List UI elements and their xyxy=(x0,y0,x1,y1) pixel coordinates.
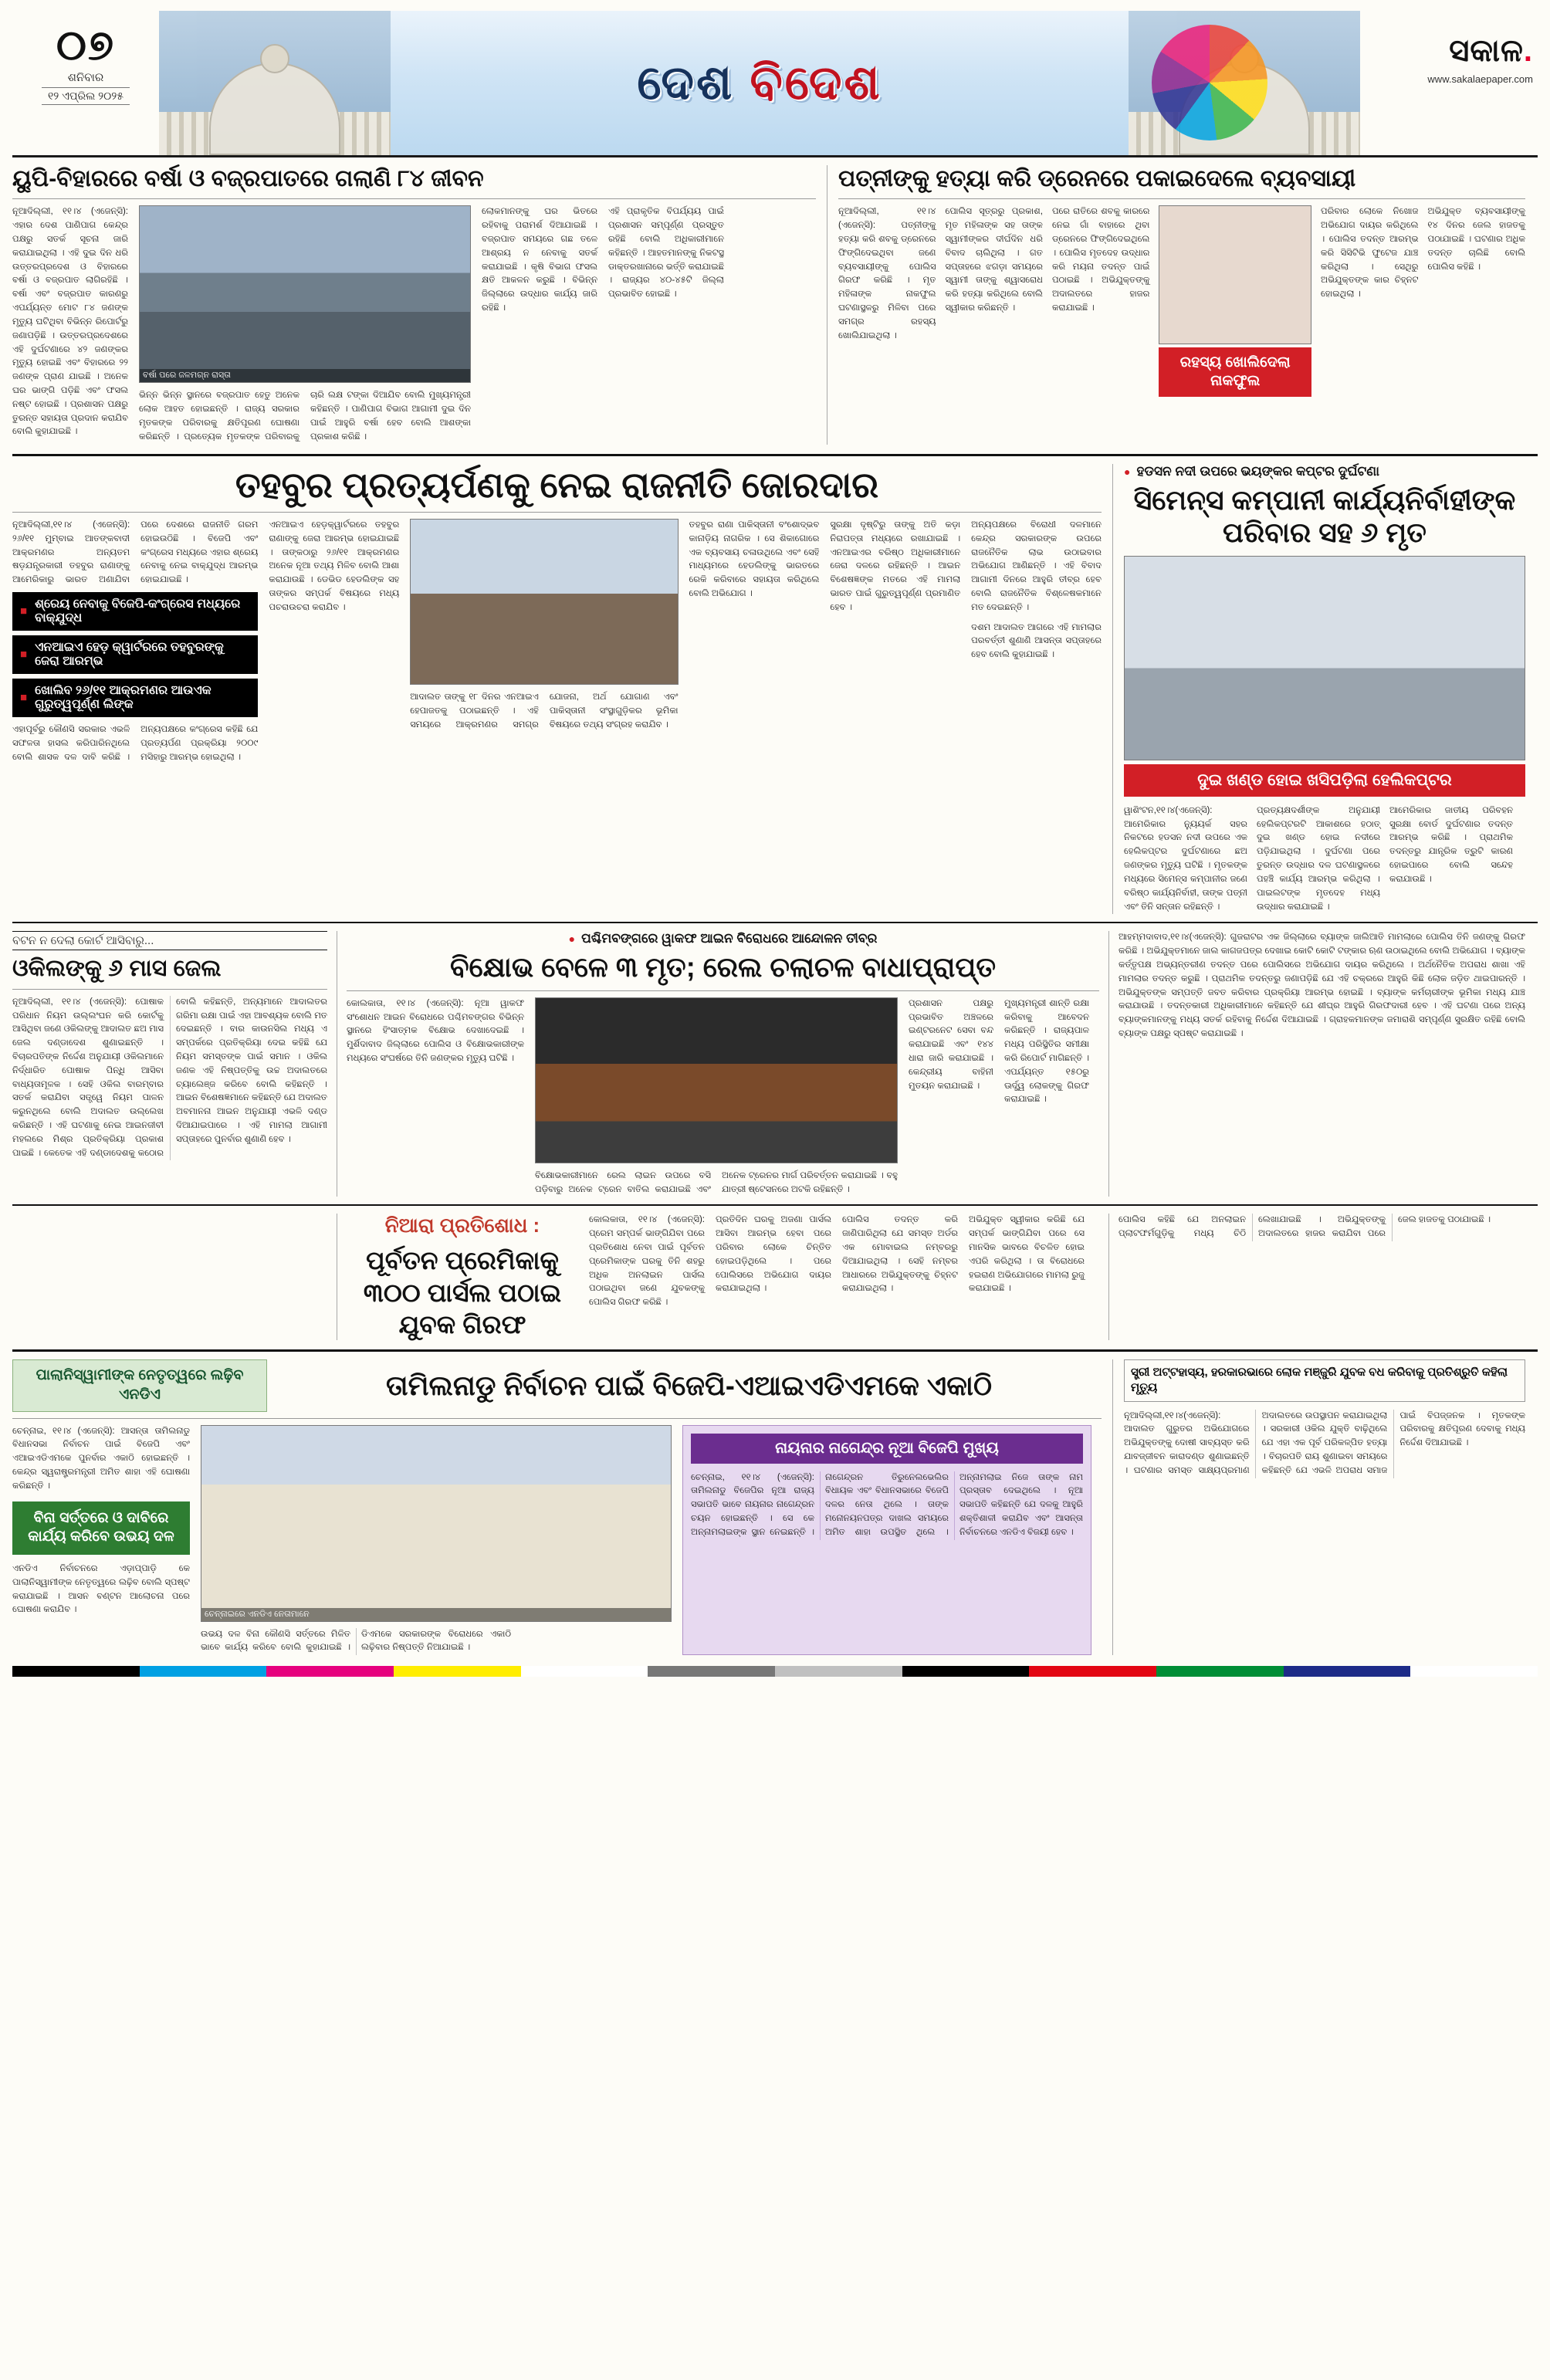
tahawwur-col-8: ଦଶମ ଆଦାଲତ ଆଗରେ ଏହି ମାମଲାର ପରବର୍ତ୍ତୀ ଶୁଣାଣି ଆସନ୍ତା ସପ୍ତାହରେ ହେବ ବୋଲି କୁହାଯାଇଛି । xyxy=(971,622,1102,660)
tahawwur-headline: ତହବୁର ପ୍ରତ୍ୟର୍ପଣକୁ ନେଇ ରାଜନୀତି ଜୋରଦାର xyxy=(235,464,879,505)
nayara-kicker: ନିଆରା ପ୍ରତିଶୋଧ : xyxy=(384,1214,540,1237)
murder-col-4: ପରିବାର ଲୋକେ ନିଖୋଜ ଅଭିଯୋଗ ଦାୟର କରିଥିଲେ । ପୋଲିସ ତଦନ୍ତ ଆରମ୍ଭ କରି ସିସିଟିଭି ଫୁଟେଜ ଯାଞ୍ଚ କରିଥିଲା । ସେଥିରୁ ଅଭିଯୁକ୍ତଙ୍କ କାର ଚିହ୍ନଟ ହୋଇଥିଲା । xyxy=(1321,207,1419,300)
logo-dot-icon: . xyxy=(1523,34,1533,68)
helicopter-col-3: ଆମେରିକାର ଜାତୀୟ ପରିବହନ ସୁରକ୍ଷା ବୋର୍ଡ ଦୁର୍ଘଟଣାର ତଦନ୍ତ ଆରମ୍ଭ କରିଛି । ପ୍ରାଥମିକ ତଦନ୍ତରୁ ଯାନ୍ତ୍ରିକ ତ୍ରୁଟି କାରଣ ହୋଇପାରେ ବୋଲି ସନ୍ଦେହ କରାଯାଉଛି । xyxy=(1389,805,1513,884)
print-registration-colorbar xyxy=(12,1666,1538,1677)
tahawwur-bullet-1: ■ ଶ୍ରେୟ ନେବାକୁ ବିଜେପି-କଂଗ୍ରେସ ମଧ୍ୟରେ ବାକ୍‌ଯୁଦ୍ଧ xyxy=(12,592,258,631)
nayara-headline: ପୂର୍ବତନ ପ୍ରେମିକାକୁ ୩୦୦ ପାର୍ସଲ ପଠାଇ ଯୁବକ ଗିରଫ xyxy=(363,1246,562,1339)
tahawwur-bullet-2: ■ ଏନଆଇଏ ହେଡ଼ କ୍ୱାର୍ଟରରେ ତହବୁରଙ୍କୁ ଜେରା ଆରମ୍ଭ xyxy=(12,635,258,674)
colorbar-swatch xyxy=(775,1666,902,1677)
tamilnadu-headline: ତାମିଲନାଡୁ ନିର୍ବାଚନ ପାଇଁ ବିଜେପି-ଏଆଇଏଡିଏମକେ ଏକାଠି xyxy=(385,1369,993,1401)
helicopter-story xyxy=(1112,464,1525,915)
colorbar-swatch xyxy=(266,1666,394,1677)
tamilnadu-col-3: ଉଭୟ ଦଳ ବିନା କୌଣସି ସର୍ତ୍ତରେ ମିଳିତ ଭାବେ କାର୍ଯ୍ୟ କରିବେ ବୋଲି କୁହାଯାଇଛି । ଡିଏମକେ ସରକାରଙ୍କ ବିରୋଧରେ ଏକାଠି ଲଢ଼ିବାର ନିଷ୍ପତ୍ତି ନିଆଯାଇଛି । xyxy=(201,1629,511,1653)
band-two xyxy=(12,454,1538,915)
tahawwur-bullet-3: ■ ଖୋଲିବ ୨୬/୧୧ ଆକ୍ରମଣର ଆଉଏକ ଗୁରୁତ୍ୱପୂର୍ଣ୍ଣ ଲିଙ୍କ xyxy=(12,679,258,717)
flood-col-2: ଭିନ୍ନ ଭିନ୍ନ ସ୍ଥାନରେ ବଜ୍ରପାତ ହେତୁ ଅନେକ ଲୋକ ଆହତ ହୋଇଛନ୍ତି । ରାଜ୍ୟ ସରକାର ମୃତକଙ୍କ ପରିବାରକୁ କ୍ଷତିପୂରଣ ଘୋଷଣା କରିଛନ୍ତି । ପ୍ରତ୍ୟେକ ମୃତକଙ୍କ ପରିବାରକୁ ଚାରି ଲକ୍ଷ ଟଙ୍କା ଦିଆଯିବ ବୋଲି ମୁଖ୍ୟମନ୍ତ୍ରୀ କହିଛନ୍ତି । ପାଣିପାଗ ବିଭାଗ ଆଗାମୀ ଦୁଇ ଦିନ ପାଇଁ ଆହୁରି ବର୍ଷା ହେବ ବୋଲି ଆଶଙ୍କା ପ୍ରକାଶ କରିଛି । xyxy=(139,391,471,442)
nayara-col-4: ଅଭିଯୁକ୍ତ ସ୍ୱୀକାର କରିଛି ଯେ ସମ୍ପର୍କ ଭାଙ୍ଗିଯିବା ପରେ ସେ ମାନସିକ ଭାବରେ ବିଚଳିତ ହୋଇ ଏପରି କରିଥିଲା । ତା ବିରୋଧରେ ହଇରାଣ ଅଭିଯୋଗରେ ମାମଲା ରୁଜୁ କରାଯାଇଛି । xyxy=(969,1215,1085,1294)
bengal-story xyxy=(337,931,1108,1197)
colorbar-swatch xyxy=(1156,1666,1284,1677)
bengal-protest-photo xyxy=(535,997,898,1163)
helicopter-photo xyxy=(1124,556,1525,760)
nainar-story xyxy=(682,1425,1091,1656)
flood-col-4: ଏହି ପ୍ରାକୃତିକ ବିପର୍ଯ୍ୟୟ ପାଇଁ ପ୍ରଶାସନ ସମ୍ପୂର୍ଣ୍ଣ ପ୍ରସ୍ତୁତ ରହିଛି ବୋଲି ଅଧିକାରୀମାନେ କହିଛନ୍ତି । ଆହତମାନଙ୍କୁ ନିକଟସ୍ଥ ଡାକ୍ତରଖାନାରେ ଭର୍ତ୍ତି କରାଯାଇଛି । ରାଜ୍ୟର ୪୦-୪୫ଟି ଜିଲ୍ଲା ପ୍ରଭାବିତ ହୋଇଛି । xyxy=(608,207,724,300)
bengal-col-3: ପ୍ରଶାସନ ପକ୍ଷରୁ ପ୍ରଭାବିତ ଅଞ୍ଚଳରେ ଇଣ୍ଟରନେଟ ସେବା ବନ୍ଦ କରାଯାଇଛି ଏବଂ ୧୪୪ ଧାରା ଜାରି କରାଯାଇଛି । କେନ୍ଦ୍ରୀୟ ବାହିନୀ ମୁତୟନ କରାଯାଇଛି । xyxy=(909,998,993,1091)
nainar-headline: ନାୟନାର ନାଗେନ୍ଦ୍ର ନୂଆ ବିଜେପି ମୁଖ୍ୟ xyxy=(691,1434,1083,1464)
bengal-col-4: ମୁଖ୍ୟମନ୍ତ୍ରୀ ଶାନ୍ତି ରକ୍ଷା କରିବାକୁ ଆବେଦନ କରିଛନ୍ତି । ରାଜ୍ୟପାଳ ମଧ୍ୟ ପରିସ୍ଥିତିର ସମୀକ୍ଷା କରି ରିପୋର୍ଟ ମାଗିଛନ୍ତି । ଏପର୍ଯ୍ୟନ୍ତ ୧୫୦ରୁ ଊର୍ଦ୍ଧ୍ୱ ଲୋକଙ୍କୁ ଗିରଫ କରାଯାଇଛି । xyxy=(1004,998,1089,1105)
bengal-col-1: କୋଲକାତା, ୧୧।୪ (ଏଜେନ୍ସି): ନୂଆ ୱାକଫ ସଂଶୋଧନ ଆଇନ ବିରୋଧରେ ପଶ୍ଚିମବଙ୍ଗର ବିଭିନ୍ନ ସ୍ଥାନରେ ହିଂସାତ୍ମକ ବିକ୍ଷୋଭ ଦେଖାଦେଇଛି । ମୁର୍ଶିଦାବାଦ ଜିଲ୍ଲାରେ ପୋଲିସ ଓ ବିକ୍ଷୋଭକାରୀଙ୍କ ମଧ୍ୟରେ ସଂଘର୍ଷରେ ତିନି ଜଣଙ୍କର ମୃତ୍ୟୁ ଘଟିଛି । xyxy=(347,998,524,1064)
flood-col-1: ନୂଆଦିଲ୍ଲୀ, ୧୧।୪ (ଏଜେନ୍ସି): ଏହାର ଦେଶ ପାଣିପାଗ କେନ୍ଦ୍ର ପକ୍ଷରୁ ସତର୍କ ସୂଚନା ଜାରି କରାଯାଇଥିଲା । ଏହି ଦୁଇ ଦିନ ଧରି ଉତ୍ତରପ୍ରଦେଶ ଓ ବିହାରରେ ବର୍ଷା ଓ ବଜ୍ରପାତ ଲାଗିରହିଛି । ବର୍ଷା ଏବଂ ବଜ୍ରପାତ କାରଣରୁ ଏପର୍ଯ୍ୟନ୍ତ ମୋଟ ୮୪ ଜଣଙ୍କ ମୃତ୍ୟୁ ଘଟିଥିବା ବିଭିନ୍ନ ରିପୋର୍ଟରୁ ଜଣାପଡ଼ିଛି । ଉତ୍ତରପ୍ରଦେଶରେ ଏହି ଦୁର୍ଘଟଣାରେ ୪୨ ଜଣଙ୍କର ମୃତ୍ୟୁ ହୋଇଛି ଏବଂ ବିହାରରେ ୨୨ ଜଣଙ୍କ ପ୍ରାଣ ଯାଇଛି । ଅନେକ ଘର ଭାଙ୍ଗି ପଡ଼ିଛି ଏବଂ ଫସଲ ନଷ୍ଟ ହୋଇଛି । ପ୍ରଶାସନ ପକ୍ଷରୁ ତୁରନ୍ତ ସହାୟତା ପ୍ରଦାନ କରାଯିବ ବୋଲି କୁହାଯାଇଛି । xyxy=(12,207,128,437)
band-four xyxy=(12,1204,1538,1340)
lawyer-deck: ବଟନ ନ ଦେଲା କୋର୍ଟ ଆସିବାରୁ... xyxy=(12,931,327,950)
section-title-part1: ଦେଶ xyxy=(637,56,735,110)
murder-col-5: ଅଭିଯୁକ୍ତ ବ୍ୟବସାୟୀଙ୍କୁ ୧୪ ଦିନର ଜେଲ ହାଜତକୁ ପଠାଯାଇଛି । ଘଟଣାର ଅଧିକ ତଦନ୍ତ ଚାଲିଛି ବୋଲି ପୋଲିସ କହିଛି । xyxy=(1427,207,1525,272)
band-four-spacer xyxy=(12,1214,337,1340)
masthead-right xyxy=(1360,11,1538,155)
divider xyxy=(838,198,1525,199)
publication-day: ଶନିବାର xyxy=(67,71,104,84)
masthead-left xyxy=(12,11,159,155)
tamilnadu-green-kicker: ପାଲାନିସ୍ୱାମୀଙ୍କ ନେତୃତ୍ୱରେ ଲଢ଼ିବ ଏନଡିଏ xyxy=(12,1359,267,1411)
tamilnadu-green-box: ବିନା ସର୍ତ୍ତରେ ଓ ଦାବିରେ କାର୍ଯ୍ୟ କରିବେ ଉଭୟ ଦଳ xyxy=(12,1501,190,1555)
masthead xyxy=(12,11,1538,157)
website-url: www.sakalaepaper.com xyxy=(1427,73,1533,85)
tahawwur-portrait-photo xyxy=(410,519,678,685)
parliament-building-illustration xyxy=(159,11,391,155)
divider xyxy=(12,512,1102,513)
helicopter-red-caption: ଦୁଇ ଖଣ୍ଡ ହୋଇ ଖସିପଡ଼ିଲା ହେଲିକପ୍ଟର xyxy=(1124,764,1525,797)
nayara-story xyxy=(337,1214,1108,1340)
flood-col-3: ଲୋକମାନଙ୍କୁ ଘର ଭିତରେ ରହିବାକୁ ପରାମର୍ଶ ଦିଆଯାଇଛି । ବଜ୍ରପାତ ସମୟରେ ଗଛ ତଳେ ଆଶ୍ରୟ ନ ନେବାକୁ ସତର୍କ କରାଯାଇଛି । କୃଷି ବିଭାଗ ଫସଲ କ୍ଷତି ଆକଳନ କରୁଛି । ବିଭିନ୍ନ ଜିଲ୍ଲାରେ ଉଦ୍ଧାର କାର୍ଯ୍ୟ ଜାରି ରହିଛି । xyxy=(482,207,597,313)
victim-photo xyxy=(1159,205,1311,344)
divider xyxy=(347,990,1099,991)
bengal-headline: ବିକ୍ଷୋଭ ବେଳେ ୩ ମୃତ; ରେଲ ଚଲାଚଳ ବାଧାପ୍ରାପ୍ତ xyxy=(449,951,996,983)
band-five xyxy=(12,1349,1538,1655)
dome-icon xyxy=(209,63,340,155)
masthead-center xyxy=(159,11,1360,155)
tahawwur-story xyxy=(12,464,1112,915)
section-title-part2: ବିଦେଶ xyxy=(750,56,882,110)
flood-story xyxy=(12,165,827,445)
murder-col-3: ପରେ ରାତିରେ ଶବକୁ କାରରେ ନେଇ ଗାଁ ବାହାରେ ଥିବା ଡ୍ରେନରେ ଫିଙ୍ଗିଦେଇଥିଲେ । ପୋଲିସ ମୃତଦେହ ଉଦ୍ଧାର କରି ମୟନା ତଦନ୍ତ ପାଇଁ ପଠାଇଛି । ଅଭିଯୁକ୍ତଙ୍କୁ ଅଦାଲତରେ ହାଜର କରାଯାଇଛି । xyxy=(1051,207,1150,313)
tamilnadu-col-1: ଚେନ୍ନାଇ, ୧୧।୪ (ଏଜେନ୍ସି): ଆସନ୍ତା ତାମିଲନାଡୁ ବିଧାନସଭା ନିର୍ବାଚନ ପାଇଁ ବିଜେପି ଏବଂ ଏଆଇଏଡିଏମକେ ପୁନର୍ବାର ଏକାଠି ହୋଇଛନ୍ତି । କେନ୍ଦ୍ର ସ୍ୱରାଷ୍ଟ୍ରମନ୍ତ୍ରୀ ଅମିତ ଶାହା ଏହି ଘୋଷଣା କରିଛନ୍ତି । xyxy=(12,1426,190,1491)
section-title xyxy=(637,56,882,111)
tahawwur-col-4: ଆଦାଲତ ତାଙ୍କୁ ୧୮ ଦିନର ଏନଆଇଏ ହେପାଜତକୁ ପଠାଇଛନ୍ତି । ଏହି ସମୟରେ ଆକ୍ରମଣର ସମଗ୍ର ଯୋଜନା, ଅର୍ଥ ଯୋଗାଣ ଏବଂ ପାକିସ୍ତାନୀ ସଂସ୍ଥାଗୁଡ଼ିକର ଭୂମିକା ବିଷୟରେ ତଥ୍ୟ ସଂଗ୍ରହ କରାଯିବ । xyxy=(410,692,679,730)
murder-story xyxy=(827,165,1525,445)
right-tall-body: ଆହମ୍ମଦାବାଦ,୧୧।୪(ଏଜେନ୍ସି): ଗୁଜରାଟର ଏକ ଜିଲ୍ଲାରେ ବ୍ୟାଙ୍କ ଜାଲିଆତି ମାମଲାରେ ପୋଲିସ ତିନି ଜଣଙ୍କୁ ଗିରଫ କରିଛି । ଅଭିଯୁକ୍ତମାନେ ଜାଲ କାଗଜପତ୍ର ଦେଖାଇ କୋଟି କୋଟି ଟଙ୍କାର ଋଣ ଉଠାଇଥିଲେ ବୋଲି ଅଭିଯୋଗ । ବ୍ୟାଙ୍କ କର୍ତ୍ତୃପକ୍ଷ ଅଭ୍ୟନ୍ତରୀଣ ତଦନ୍ତ ପରେ ପୋଲିସରେ ଅଭିଯୋଗ ଦାୟର କରିଥିଲେ । ଅର୍ଥନୈତିକ ଅପରାଧ ଶାଖା ଏହି ମାମଲାର ତଦନ୍ତ କରୁଛି । ପ୍ରାଥମିକ ତଦନ୍ତରୁ ଜଣାପଡ଼ିଛି ଯେ ଏହି ଚକ୍ରରେ ଆହୁରି କିଛି ଲୋକ ଜଡ଼ିତ ଥାଇପାରନ୍ତି । ଅଭିଯୁକ୍ତଙ୍କ ସମ୍ପତ୍ତି ଜବତ କରିବାର ପ୍ରକ୍ରିୟା ଆରମ୍ଭ ହୋଇଛି । ବ୍ୟାଙ୍କ କର୍ମଚାରୀଙ୍କ ଭୂମିକା ମଧ୍ୟ ଯାଞ୍ଚ କରାଯାଉଛି । ତଦନ୍ତକାରୀ ଅଧିକାରୀମାନେ କହିଛନ୍ତି ଯେ ଶୀଘ୍ର ଆହୁରି ଗିରଫଦାରୀ ହେବ । ଏହି ଘଟଣା ପରେ ଅନ୍ୟ ବ୍ୟାଙ୍କମାନଙ୍କୁ ମଧ୍ୟ ସତର୍କ ରହିବାକୁ ନିର୍ଦ୍ଦେଶ ଦିଆଯାଇଛି । ଗ୍ରାହକମାନଙ୍କ ଜମାରାଶି ସମ୍ପୂର୍ଣ୍ଣ ସୁରକ୍ଷିତ ରହିଛି ବୋଲି ବ୍ୟାଙ୍କ ପକ୍ଷରୁ ସ୍ପଷ୍ଟ କରାଯାଇଛି । xyxy=(1119,933,1525,1039)
band-five-side xyxy=(1112,1359,1525,1655)
nayara-col-5: ପୋଲିସ କହିଛି ଯେ ଅନଲାଇନ ପ୍ଲାଟଫର୍ମଗୁଡ଼ିକୁ ମଧ୍ୟ ଚିଠି ଲେଖାଯାଇଛି । ଅଭିଯୁକ୍ତଙ୍କୁ ଅଦାଲତରେ ହାଜର କରାଯିବା ପରେ ଜେଲ ହାଜତକୁ ପଠାଯାଇଛି । xyxy=(1119,1215,1491,1239)
nainar-body: ଚେନ୍ନାଇ, ୧୧।୪ (ଏଜେନ୍ସି): ତାମିଲନାଡୁ ବିଜେପିର ନୂଆ ରାଜ୍ୟ ସଭାପତି ଭାବେ ନାୟନାର ନାଗେନ୍ଦ୍ରନ ଚୟନ ହୋଇଛନ୍ତି । ସେ କେ ଅନ୍ନାମଲାଇଙ୍କ ସ୍ଥାନ ନେଇଛନ୍ତି । ନାଗେନ୍ଦ୍ରନ ତିରୁନେଲଭେଲିର ବିଧାୟକ ଏବଂ ବିଧାନସଭାରେ ବିଜେପି ଦଳର ନେତା ଥିଲେ । ତାଙ୍କ ମନୋନୟନପତ୍ର ଦାଖଲ ସମୟରେ ଅମିତ ଶାହା ଉପସ୍ଥିତ ଥିଲେ । ଅନ୍ନାମଲାଇ ନିଜେ ତାଙ୍କ ନାମ ପ୍ରସ୍ତାବ ଦେଇଥିଲେ । ନୂଆ ସଭାପତି କହିଛନ୍ତି ଯେ ଦଳକୁ ଆହୁରି ଶକ୍ତିଶାଳୀ କରାଯିବ ଏବଂ ଆସନ୍ତା ନିର୍ବାଚନରେ ଏନଡିଏ ବିଜୟୀ ହେବ । xyxy=(691,1472,1083,1537)
divider xyxy=(12,198,816,199)
bengal-col-2: ବିକ୍ଷୋଭକାରୀମାନେ ରେଲ ଲାଇନ ଉପରେ ବସି ପଡ଼ିବାରୁ ଅନେକ ଟ୍ରେନ ବାତିଲ କରାଯାଇଛି ଏବଂ ଅନେକ ଟ୍ରେନର ମାର୍ଗ ପରିବର୍ତ୍ତନ କରାଯାଇଛି । ବହୁ ଯାତ୍ରୀ ଷ୍ଟେସନରେ ଅଟକି ରହିଛନ୍ତି । xyxy=(535,1170,898,1194)
band-four-right xyxy=(1108,1214,1525,1340)
tahawwur-col-6: ସୁରକ୍ଷା ଦୃଷ୍ଟିରୁ ତାଙ୍କୁ ଅତି କଡ଼ା ନିରାପତ୍ତା ମଧ୍ୟରେ ରଖାଯାଇଛି । ଏନଆଇଏର ବରିଷ୍ଠ ଅଧିକାରୀମାନେ ଜେରା ଦଳରେ ରହିଛନ୍ତି । ଆଇନ ବିଶେଷଜ୍ଞଙ୍କ ମତରେ ଏହି ମାମଲା ଭାରତ ପାଇଁ ଗୁରୁତ୍ୱପୂର୍ଣ୍ଣ ପ୍ରମାଣିତ ହେବ । xyxy=(830,520,961,612)
nayara-col-1: କୋଲକାତା, ୧୧।୪ (ଏଜେନ୍ସି): ପ୍ରେମ ସମ୍ପର୍କ ଭାଙ୍ଗିଯିବା ପରେ ପ୍ରତିଶୋଧ ନେବା ପାଇଁ ପୂର୍ବତନ ପ୍ରେମିକାଙ୍କ ଘରକୁ ତିନି ଶହରୁ ଅଧିକ ଅନଲାଇନ ପାର୍ସଲ ପଠାଇଥିବା ଜଣେ ଯୁବକଙ୍କୁ ପୋଲିସ ଗିରଫ କରିଛି । xyxy=(589,1215,705,1308)
bengal-kicker: ● ପଶ୍ଚିମବଙ୍ଗରେ ୱାକଫ ଆଇନ ବିରୋଧରେ ଆନ୍ଦୋଳନ ତୀବ୍ର xyxy=(347,931,1099,946)
tahawwur-col-1: ନୂଆଦିଲ୍ଲୀ,୧୧।୪ (ଏଜେନ୍ସି): ୨୬/୧୧ ମୁମ୍ବାଇ ଆତଙ୍କବାଦୀ ଆକ୍ରମଣର ଅନ୍ୟତମ ଷଡ଼ଯନ୍ତ୍ରକାରୀ ତହବୁର ରାଣାଙ୍କୁ ଆମେରିକାରୁ ଭାରତ ଅଣାଯିବା ପରେ ଦେଶରେ ରାଜନୀତି ଗରମ ହୋଇଉଠିଛି । ବିଜେପି ଏବଂ କଂଗ୍ରେସ ମଧ୍ୟରେ ଏହାର ଶ୍ରେୟ ନେବାକୁ ନେଇ ବାକ୍‌ଯୁଦ୍ଧ ଆରମ୍ଭ ହୋଇଯାଇଛି । xyxy=(12,520,259,585)
colorbar-swatch xyxy=(140,1666,267,1677)
top-section xyxy=(12,165,1538,445)
lawyer-story xyxy=(12,931,337,1197)
nayara-col-2: ପ୍ରତିଦିନ ଘରକୁ ଅଜଣା ପାର୍ସଲ ଆସିବା ଆରମ୍ଭ ହେବା ପରେ ପରିବାର ଲୋକେ ଚିନ୍ତିତ ହୋଇପଡ଼ିଥିଲେ । ପରେ ପୋଲିସରେ ଅଭିଯୋଗ ଦାୟର କରାଯାଇଥିଲା । xyxy=(716,1215,831,1294)
publication-logo xyxy=(1360,34,1533,69)
murder-red-caption: ରହସ୍ୟ ଖୋଲିଦେଲା ନାକଫୁଲ xyxy=(1159,347,1311,397)
lawyer-headline: ଓକିଲଙ୍କୁ ୬ ମାସ ଜେଲ xyxy=(12,956,222,982)
tamilnadu-col-2: ଏନଡିଏ ନିର୍ବାଚନରେ ଏଡ଼ାପ୍ପାଡ଼ି କେ ପାଲାନିସ୍ୱାମୀଙ୍କ ନେତୃତ୍ୱରେ ଲଢ଼ିବ ବୋଲି ସ୍ପଷ୍ଟ କରାଯାଇଛି । ଆସନ ବଣ୍ଟନ ଆଲୋଚନା ପରେ ଘୋଷଣା କରାଯିବ । xyxy=(12,1563,190,1615)
publication-date: ୧୨ ଏପ୍ରିଲ ୨୦୨୫ xyxy=(42,87,130,105)
band-three xyxy=(12,922,1538,1197)
colorbar-swatch xyxy=(1029,1666,1156,1677)
page-number: ୦୭ xyxy=(56,22,116,69)
lawyer-body: ନୂଆଦିଲ୍ଲୀ, ୧୧।୪ (ଏଜେନ୍ସି): ପୋଷାକ ପରିଧାନ ନିୟମ ଉଲ୍ଲଂଘନ କରି କୋର୍ଟକୁ ଆସିଥିବା ଜଣେ ଓକିଲଙ୍କୁ ଆଦାଲତ ଛଅ ମାସ ଜେଲ ଦଣ୍ଡାଦେଶ ଶୁଣାଇଛନ୍ତି । ବିଚାରପତିଙ୍କ ନିର୍ଦ୍ଦେଶ ଅନୁଯାୟୀ ଓକିଲମାନେ ନିର୍ଦ୍ଧାରିତ ପୋଷାକ ପିନ୍ଧି ଆସିବା ବାଧ୍ୟତାମୂଳକ । ସେହି ଓକିଲ ବାରମ୍ବାର ସତର୍କ କରାଯିବା ସତ୍ତ୍ୱେ ନିୟମ ପାଳନ କରୁନଥିଲେ ବୋଲି ଅଦାଲତ ଉଲ୍ଲେଖ କରିଛନ୍ତି । ଏହି ଘଟଣାକୁ ନେଇ ଆଇନଜୀବୀ ମହଲରେ ମିଶ୍ର ପ୍ରତିକ୍ରିୟା ପ୍ରକାଶ ପାଇଛି । କେତେକ ଏହି ଦଣ୍ଡାଦେଶକୁ କଠୋର ବୋଲି କହିଛନ୍ତି, ଅନ୍ୟମାନେ ଆଦାଲତର ଗରିମା ରକ୍ଷା ପାଇଁ ଏହା ଆବଶ୍ୟକ ବୋଲି ମତ ଦେଇଛନ୍ତି । ବାର କାଉନସିଲ ମଧ୍ୟ ଏ ସମ୍ପର୍କରେ ପ୍ରତିକ୍ରିୟା ଦେଇ କହିଛି ଯେ ନିୟମ ସମସ୍ତଙ୍କ ପାଇଁ ସମାନ । ଓକିଲ ଜଣକ ଏହି ନିଷ୍ପତ୍ତିକୁ ଉଚ୍ଚ ଅଦାଲତରେ ଚ୍ୟାଲେଞ୍ଜ କରିବେ ବୋଲି କହିଛନ୍ତି । ଆଇନ ବିଶେଷଜ୍ଞମାନେ କହିଛନ୍ତି ଯେ ଅଦାଲତ ଅବମାନନା ଆଇନ ଅନୁଯାୟୀ ଏଭଳି ଦଣ୍ଡ ଦିଆଯାଇପାରେ । ଏହି ମାମଲା ଆଗାମୀ ସପ୍ତାହରେ ପୁନର୍ବାର ଶୁଣାଣି ହେବ । xyxy=(12,997,327,1158)
flood-photo xyxy=(139,205,471,383)
globe-flags-icon xyxy=(1152,17,1267,133)
tahawwur-col-5: ତହବୁର ରାଣା ପାକିସ୍ତାନୀ ବଂଶୋଦ୍ଭବ କାନାଡ଼ିୟ ନାଗରିକ । ସେ ଶିକାଗୋରେ ଏକ ବ୍ୟବସାୟ ଚଳାଉଥିଲେ ଏବଂ ସେହି ମାଧ୍ୟମରେ ହେଡଲିଙ୍କୁ ଭାରତରେ ରେକି କରିବାରେ ସହାୟତା କରିଥିଲେ ବୋଲି ଅଭିଯୋଗ । xyxy=(689,520,820,598)
murder-headline: ପତ୍ନୀଙ୍କୁ ହତ୍ୟା କରି ଡ୍ରେନରେ ପକାଇଦେଲେ ବ୍ୟବସାୟୀ xyxy=(838,166,1356,191)
tamilnadu-photo-caption: ଚେନ୍ନାଇରେ ଏନଡିଏ ନେତାମାନେ xyxy=(201,1608,671,1621)
colorbar-swatch xyxy=(1410,1666,1538,1677)
colorbar-swatch xyxy=(521,1666,648,1677)
tamilnadu-rally-photo xyxy=(201,1425,672,1622)
divider xyxy=(12,1418,1102,1419)
murder-col-2: ପୋଲିସ ସୂତ୍ରରୁ ପ୍ରକାଶ, ମୃତ ମହିଳାଙ୍କ ସହ ତାଙ୍କ ସ୍ୱାମୀଙ୍କର ଦୀର୍ଘଦିନ ଧରି ବିବାଦ ଚାଲିଥିଲା । ଗତ ସପ୍ତାହରେ ଝଗଡ଼ା ସମୟରେ ସ୍ୱାମୀ ତାଙ୍କୁ ଶ୍ୱାସରୋଧ କରି ହତ୍ୟା କରିଥିଲେ ବୋଲି ସ୍ୱୀକାର କରିଛନ୍ତି । xyxy=(945,207,1043,313)
tahawwur-col-3: ଏନଆଇଏ ହେଡ଼କ୍ୱାର୍ଟରରେ ତହବୁର ରାଣାଙ୍କୁ ଜେରା ଆରମ୍ଭ ହୋଇଯାଇଛି । ତାଙ୍କଠାରୁ ୨୬/୧୧ ଆକ୍ରମଣର ଅନେକ ନୂଆ ତଥ୍ୟ ମିଳିବ ବୋଲି ଆଶା କରାଯାଉଛି । ଡେଭିଡ ହେଡଲିଙ୍କ ସହ ତାଙ୍କର ସମ୍ପର୍କ ବିଷୟରେ ମଧ୍ୟ ପଚରାଉଚରା କରାଯିବ । xyxy=(269,520,400,612)
tahawwur-col-2: ଏହାପୂର୍ବରୁ କୌଣସି ସରକାର ଏଭଳି ସଫଳତା ହାସଲ କରିପାରିନଥିଲେ ବୋଲି ଶାସକ ଦଳ ଦାବି କରିଛି । ଅନ୍ୟପକ୍ଷରେ କଂଗ୍ରେସ କହିଛି ଯେ ପ୍ରତ୍ୟର୍ପଣ ପ୍ରକ୍ରିୟା ୨୦୦୯ ମସିହାରୁ ଆରମ୍ଭ ହୋଇଥିଲା । xyxy=(12,724,259,762)
logo-text: ସକାଳ xyxy=(1449,34,1524,68)
divider xyxy=(12,989,327,990)
nayara-col-3: ପୋଲିସ ତଦନ୍ତ କରି ଜାଣିପାରିଥିଲା ଯେ ସମସ୍ତ ଅର୍ଡର ଏକ ମୋବାଇଲ ନମ୍ବରରୁ ଦିଆଯାଇଥିଲା । ସେହି ନମ୍ବର ଆଧାରରେ ଅଭିଯୁକ୍ତଙ୍କୁ ଚିହ୍ନଟ କରାଯାଇଥିଲା । xyxy=(842,1215,958,1294)
right-side-story xyxy=(1108,931,1525,1197)
helicopter-col-2: ପ୍ରତ୍ୟକ୍ଷଦର୍ଶୀଙ୍କ ଅନୁଯାୟୀ ହେଲିକପ୍ଟରଟି ଆକାଶରେ ହଠାତ୍ ଦୁଇ ଖଣ୍ଡ ହୋଇ ନଦୀରେ ପଡ଼ିଯାଇଥିଲା । ଦୁର୍ଘଟଣା ପରେ ତୁରନ୍ତ ଉଦ୍ଧାର ଦଳ ଘଟଣାସ୍ଥଳରେ ପହଞ୍ଚି କାର୍ଯ୍ୟ ଆରମ୍ଭ କରିଥିଲା । ପାଇଲଟଙ୍କ ମୃତଦେହ ମଧ୍ୟ ଉଦ୍ଧାର କରାଯାଇଛି । xyxy=(1257,805,1380,912)
side-story-headline: ସ୍ତ୍ରୀ ଅଟ୍ଟହାସ୍ୟ, ହରକାରଭାରେ ଲୋକ ମଞ୍ଜୁରି ଯୁବକ ବଧ କରିବାକୁ ପ୍ରତିଶ୍ରୁତି କହିଲା ମୃତ୍ୟୁ xyxy=(1124,1359,1525,1402)
helicopter-headline: ସିମେନ୍ସ କମ୍ପାନୀ କାର୍ଯ୍ୟନିର୍ବାହୀଙ୍କ ପରିବାର ସହ ୬ ମୃତ xyxy=(1133,483,1516,549)
flood-photo-caption: ବର୍ଷା ପରେ ଜଳମଗ୍ନ ରାସ୍ତା xyxy=(140,369,470,382)
helicopter-col-1: ୱାଶିଂଟନ,୧୧।୪(ଏଜେନ୍ସି): ଆମେରିକାର ନ୍ୟୁୟର୍କ ସହର ନିକଟରେ ହଡସନ ନଦୀ ଉପରେ ଏକ ହେଲିକପ୍ଟର ଦୁର୍ଘଟଣାରେ ଛଅ ଜଣଙ୍କର ମୃତ୍ୟୁ ଘଟିଛି । ମୃତକଙ୍କ ମଧ୍ୟରେ ସିମେନ୍ସ କମ୍ପାନୀର ଜଣେ ବରିଷ୍ଠ କାର୍ଯ୍ୟନିର୍ବାହୀ, ତାଙ୍କ ପତ୍ନୀ ଏବଂ ତିନି ସନ୍ତାନ ରହିଛନ୍ତି । xyxy=(1124,805,1247,912)
colorbar-swatch xyxy=(1284,1666,1411,1677)
flood-headline: ୟୁପି-ବିହାରରେ ବର୍ଷା ଓ ବଜ୍ରପାତରେ ଗଲାଣି ୮୪ ଜୀବନ xyxy=(12,166,484,191)
globe-icon xyxy=(1152,25,1267,140)
helicopter-kicker: ● ହଡସନ ନଦୀ ଉପରେ ଭୟଙ୍କର କପ୍ଟର ଦୁର୍ଘଟଣା xyxy=(1124,464,1525,479)
tamilnadu-story xyxy=(12,1359,1112,1655)
side-story-body: ନୂଆଦିଲ୍ଲୀ,୧୧।୪(ଏଜେନ୍ସି): ଆଦାଲତ ଗୁରୁତର ଅଭିଯୋଗରେ ଅଭିଯୁକ୍ତଙ୍କୁ ଦୋଷୀ ସାବ୍ୟସ୍ତ କରି ଯାବଜ୍ଜୀବନ କାରାଦଣ୍ଡ ଶୁଣାଇଛନ୍ତି । ଘଟଣାର ସମସ୍ତ ସାକ୍ଷ୍ୟପ୍ରମାଣ ଅଦାଲତରେ ଉପସ୍ଥାପନ କରାଯାଇଥିଲା । ସରକାରୀ ଓକିଲ ଯୁକ୍ତି ବାଢ଼ିଥିଲେ ଯେ ଏହା ଏକ ପୂର୍ବ ପରିକଳ୍ପିତ ହତ୍ୟା । ବିଚାରପତି ରାୟ ଶୁଣାଇବା ସମୟରେ କହିଛନ୍ତି ଯେ ଏଭଳି ଅପରାଧ ସମାଜ ପାଇଁ ବିପଜ୍ଜନକ । ମୃତକଙ୍କ ପରିବାରକୁ କ୍ଷତିପୂରଣ ଦେବାକୁ ମଧ୍ୟ ନିର୍ଦ୍ଦେଶ ଦିଆଯାଇଛି । xyxy=(1124,1410,1525,1475)
murder-col-1: ନୂଆଦିଲ୍ଲୀ, ୧୧।୪ (ଏଜେନ୍ସି): ପତ୍ନୀଙ୍କୁ ହତ୍ୟା କରି ଶବକୁ ଡ୍ରେନରେ ଫିଙ୍ଗିଦେଇଥିବା ଜଣେ ବ୍ୟବସାୟୀଙ୍କୁ ପୋଲିସ ଗିରଫ କରିଛି । ମୃତ ମହିଳାଙ୍କ ନାକଫୁଲ ଘଟଣାସ୍ଥଳରୁ ମିଳିବା ପରେ ସମଗ୍ର ରହସ୍ୟ ଖୋଲିଯାଇଥିଲା । xyxy=(838,207,936,340)
colorbar-swatch xyxy=(12,1666,140,1677)
colorbar-swatch xyxy=(902,1666,1030,1677)
colorbar-swatch xyxy=(648,1666,775,1677)
tahawwur-col-7: ଅନ୍ୟପକ୍ଷରେ ବିରୋଧୀ ଦଳମାନେ କେନ୍ଦ୍ର ସରକାରଙ୍କ ଉପରେ ରାଜନୈତିକ ଲାଭ ଉଠାଇବାର ଅଭିଯୋଗ ଆଣିଛନ୍ତି । ଏହି ବିବାଦ ଆଗାମୀ ଦିନରେ ଆହୁରି ତୀବ୍ର ହେବ ବୋଲି ରାଜନୈତିକ ବିଶ୍ଳେଷକମାନେ ମତ ଦେଇଛନ୍ତି । xyxy=(971,520,1102,612)
colorbar-swatch xyxy=(394,1666,521,1677)
